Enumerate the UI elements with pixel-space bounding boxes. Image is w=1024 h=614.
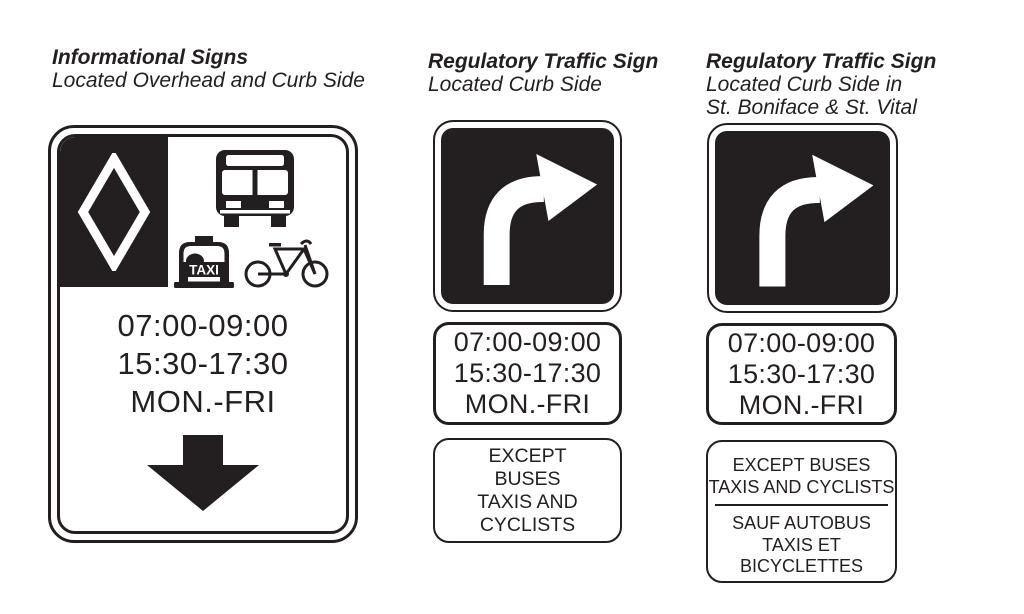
exception-line-4: CYCLISTS bbox=[479, 513, 576, 536]
column1-heading bbox=[52, 46, 365, 92]
taxi-label: TAXI bbox=[189, 262, 219, 278]
time-line-2: 15:30-17:30 bbox=[727, 358, 876, 389]
time-line-2: 15:30-17:30 bbox=[117, 346, 289, 381]
bilingual-exception-plaque bbox=[706, 440, 897, 583]
bicycle-icon bbox=[243, 234, 331, 289]
exception-en-line-2: TAXIS AND CYCLISTS bbox=[708, 476, 895, 497]
right-turn-arrow-icon bbox=[726, 141, 880, 294]
column3-heading bbox=[706, 50, 936, 119]
exception-fr-line-2: TAXIS ET bbox=[762, 534, 841, 555]
time-line-2: 15:30-17:30 bbox=[453, 358, 602, 388]
bus-icon bbox=[212, 150, 298, 230]
time-plaque bbox=[433, 322, 622, 425]
column2-subtitle: Located Curb Side bbox=[428, 73, 602, 96]
turn-sign-face bbox=[441, 128, 614, 304]
exception-fr-line-3: BICYCLETTES bbox=[739, 556, 864, 576]
exception-line-2: BUSES bbox=[494, 467, 561, 490]
column2-heading bbox=[428, 50, 658, 96]
exception-line-1: EXCEPT bbox=[488, 444, 567, 467]
right-turn-arrow-icon bbox=[451, 139, 603, 294]
regulatory-turn-sign bbox=[707, 123, 898, 313]
exception-fr-line-1: SAUF AUTOBUS bbox=[732, 513, 871, 533]
time-line-1: 07:00-09:00 bbox=[453, 327, 602, 357]
time-line-1: 07:00-09:00 bbox=[727, 327, 876, 358]
time-restrictions bbox=[60, 307, 346, 421]
column1-subtitle: Located Overhead and Curb Side bbox=[52, 69, 365, 92]
exception-line-3: TAXIS AND bbox=[477, 490, 578, 513]
taxi-icon bbox=[172, 236, 236, 288]
exception-plaque bbox=[433, 438, 622, 543]
time-line-1: 07:00-09:00 bbox=[117, 308, 289, 343]
column3-title: Regulatory Traffic Sign bbox=[706, 50, 937, 73]
informational-sign-inner bbox=[57, 134, 349, 534]
column3-subtitle-line2: St. Boniface & St. Vital bbox=[706, 96, 917, 119]
day-line: MON.-FRI bbox=[464, 389, 591, 419]
exception-en-line-1: EXCEPT BUSES bbox=[732, 455, 871, 475]
day-line: MON.-FRI bbox=[738, 389, 865, 420]
diamond-lane-panel bbox=[60, 137, 168, 287]
regulatory-turn-sign bbox=[433, 120, 622, 312]
column2-title: Regulatory Traffic Sign bbox=[428, 50, 659, 73]
diamond-lane-icon bbox=[77, 153, 151, 271]
informational-sign bbox=[48, 125, 358, 543]
time-plaque bbox=[706, 323, 897, 425]
language-divider bbox=[715, 504, 888, 506]
day-line: MON.-FRI bbox=[130, 384, 276, 419]
column3-subtitle-line1: Located Curb Side in bbox=[706, 73, 903, 96]
down-arrow-icon bbox=[147, 435, 259, 511]
column1-title: Informational Signs bbox=[52, 46, 249, 69]
turn-sign-face bbox=[715, 131, 890, 305]
